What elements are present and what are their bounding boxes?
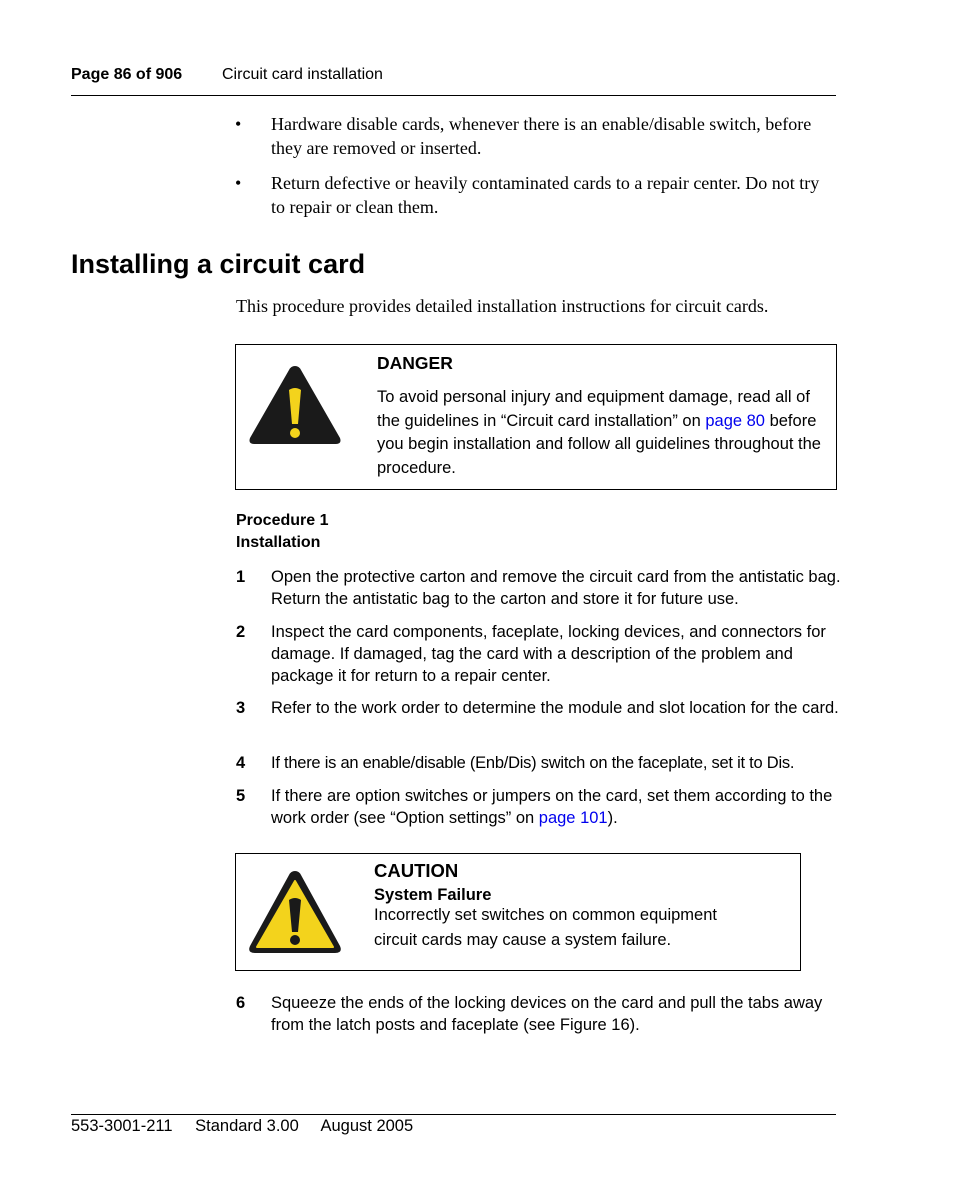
danger-notice xyxy=(235,344,837,490)
caution-subtitle: System Failure xyxy=(374,886,492,904)
danger-text-part: before you begin installation and follow all guidelines throughout the procedure. xyxy=(377,411,821,477)
bullet-text: Return defective or heavily contaminated cards to a repair center. Do not try to repair or clean them. xyxy=(271,173,820,217)
footer xyxy=(71,1117,431,1136)
procedure-name: Installation xyxy=(236,534,321,551)
caution-title: CAUTION xyxy=(374,860,459,881)
danger-text xyxy=(377,386,827,480)
procedure-step xyxy=(236,622,846,690)
page-80-link[interactable]: page 80 xyxy=(705,411,765,430)
bullet-text: Hardware disable cards, whenever there is an enable/disable switch, before they are removed or inserted. xyxy=(271,114,812,158)
procedure-step xyxy=(236,698,846,744)
page-101-link[interactable]: page 101 xyxy=(538,808,608,827)
page-number: Page 86 of 906 xyxy=(71,66,183,83)
bullet-item xyxy=(0,171,954,221)
step-number: 5 xyxy=(236,787,246,805)
publication-date: August 2005 xyxy=(320,1117,414,1135)
document-number: 553-3001-211 xyxy=(71,1117,173,1135)
procedure-step xyxy=(236,993,846,1039)
caution-notice xyxy=(235,853,801,971)
step-number: 4 xyxy=(236,754,246,772)
step-text-part: ). xyxy=(607,808,618,827)
caution-triangle-icon xyxy=(247,868,343,956)
bullet-symbol: • xyxy=(235,173,242,193)
header-rule xyxy=(71,95,836,96)
step-text: Squeeze the ends of the locking devices on the card and pull the tabs away from the latch posts and faceplate (see Figure 16). xyxy=(271,994,823,1034)
danger-title: DANGER xyxy=(377,353,453,373)
procedure-step xyxy=(236,753,846,777)
step-text: If there is an enable/disable (Enb/Dis) switch on the faceplate, set it to Dis. xyxy=(271,754,795,772)
caution-text-line: circuit cards may cause a system failure. xyxy=(374,931,672,949)
section-heading: Installing a circuit card xyxy=(71,249,366,279)
step-text-part: If there are option switches or jumpers on the card, set them according to the work order (see “Option settings” on xyxy=(271,787,833,827)
intro-paragraph: This procedure provides detailed installation instructions for circuit cards. xyxy=(236,296,769,316)
procedure-label: Procedure 1 xyxy=(236,512,329,529)
step-text: Inspect the card components, faceplate, locking devices, and connectors for damage. If damaged, tag the card with a description of the problem and package it for return to a repair center. xyxy=(271,623,826,685)
warning-triangle-icon xyxy=(247,362,343,448)
step-text xyxy=(271,786,841,830)
procedure-step xyxy=(236,567,846,613)
danger-text-part: To avoid personal injury and equipment damage, read all of the guidelines in “Circuit card installation” on xyxy=(377,388,810,430)
procedure-step xyxy=(236,786,846,832)
step-text: Open the protective carton and remove the circuit card from the antistatic bag. Return the antistatic bag to the carton and store it for future use. xyxy=(271,568,841,608)
bullet-symbol: • xyxy=(235,114,242,134)
step-number: 2 xyxy=(236,623,246,641)
footer-rule xyxy=(71,1114,836,1115)
caution-text-line: Incorrectly set switches on common equipment xyxy=(374,906,717,924)
step-number: 3 xyxy=(236,699,246,717)
running-header-title: Circuit card installation xyxy=(222,66,383,83)
step-number: 6 xyxy=(236,994,246,1012)
step-text: Refer to the work order to determine the module and slot location for the card. xyxy=(271,699,839,717)
step-number: 1 xyxy=(236,568,246,586)
bullet-item xyxy=(0,112,954,162)
standard-version: Standard 3.00 xyxy=(195,1117,299,1135)
